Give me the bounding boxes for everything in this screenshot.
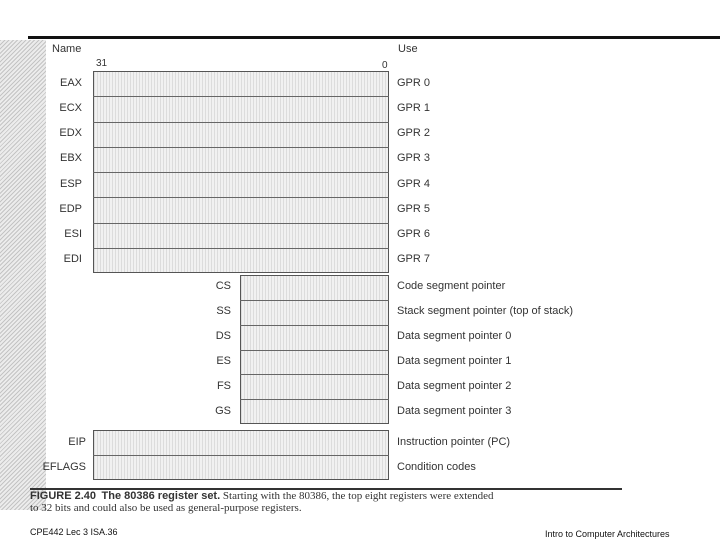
register-use: Data segment pointer 2 bbox=[397, 379, 512, 392]
register-use: Instruction pointer (PC) bbox=[397, 435, 511, 448]
register-use: GPR 7 bbox=[397, 253, 431, 266]
figure-title: The 80386 register set. bbox=[101, 490, 221, 502]
register-name: GS bbox=[215, 404, 231, 417]
register-name: EDP bbox=[59, 202, 82, 215]
register-name: DS bbox=[215, 330, 231, 343]
register-name: EFLAGS bbox=[42, 460, 86, 473]
caption-line-1: Starting with the 80386, the top eight registers were extended bbox=[222, 490, 494, 502]
register-use: GPR 6 bbox=[397, 228, 431, 241]
register-divider bbox=[93, 147, 389, 148]
bit-0-label: 0 bbox=[382, 60, 388, 71]
register-divider bbox=[240, 325, 389, 326]
register-use: Stack segment pointer (top of stack) bbox=[397, 305, 574, 318]
register-use: GPR 2 bbox=[397, 127, 431, 140]
register-name: ES bbox=[216, 354, 231, 367]
use-column-header: Use bbox=[398, 43, 418, 55]
register-divider bbox=[240, 300, 389, 301]
caption-line-2: to 32 bits and could also be used as general-purpose registers. bbox=[30, 502, 302, 514]
figure-number: FIGURE 2.40 bbox=[30, 490, 97, 502]
register-name: EBX bbox=[59, 152, 82, 165]
register-use: Data segment pointer 1 bbox=[397, 354, 512, 367]
register-name: EAX bbox=[59, 76, 82, 89]
footer-lecture: CPE442 Lec 3 ISA.36 bbox=[30, 527, 118, 537]
register-name: ESI bbox=[64, 228, 82, 241]
register-name: CS bbox=[215, 280, 231, 293]
name-column-header: Name bbox=[52, 43, 82, 55]
register-name: FS bbox=[216, 379, 231, 392]
register-name: ECX bbox=[59, 101, 82, 114]
register-divider bbox=[93, 122, 389, 123]
register-use: Data segment pointer 0 bbox=[397, 330, 512, 343]
register-divider bbox=[93, 455, 389, 456]
register-divider bbox=[240, 350, 389, 351]
register-name: EDX bbox=[59, 127, 82, 140]
register-use: GPR 3 bbox=[397, 152, 431, 165]
bit-31-label: 31 bbox=[96, 58, 108, 69]
footer-course: Intro to Computer Architectures bbox=[545, 529, 670, 539]
slide-top-rule bbox=[28, 36, 720, 39]
register-name: EIP bbox=[68, 435, 86, 448]
register-use: Data segment pointer 3 bbox=[397, 404, 512, 417]
register-use: GPR 4 bbox=[397, 177, 431, 190]
register-name: SS bbox=[216, 305, 231, 318]
register-divider bbox=[93, 248, 389, 249]
register-name: ESP bbox=[59, 177, 82, 190]
figure-caption bbox=[30, 490, 494, 514]
register-divider bbox=[240, 399, 389, 400]
register-divider bbox=[93, 197, 389, 198]
register-divider bbox=[93, 96, 389, 97]
register-divider bbox=[93, 172, 389, 173]
register-name: EDI bbox=[63, 253, 82, 266]
register-use: Condition codes bbox=[397, 460, 476, 473]
register-use: GPR 0 bbox=[397, 76, 431, 89]
register-use: GPR 1 bbox=[397, 101, 431, 114]
register-divider bbox=[93, 223, 389, 224]
register-divider bbox=[240, 374, 389, 375]
scan-shadow bbox=[0, 40, 46, 510]
register-use: Code segment pointer bbox=[397, 280, 506, 293]
register-use: GPR 5 bbox=[397, 202, 431, 215]
